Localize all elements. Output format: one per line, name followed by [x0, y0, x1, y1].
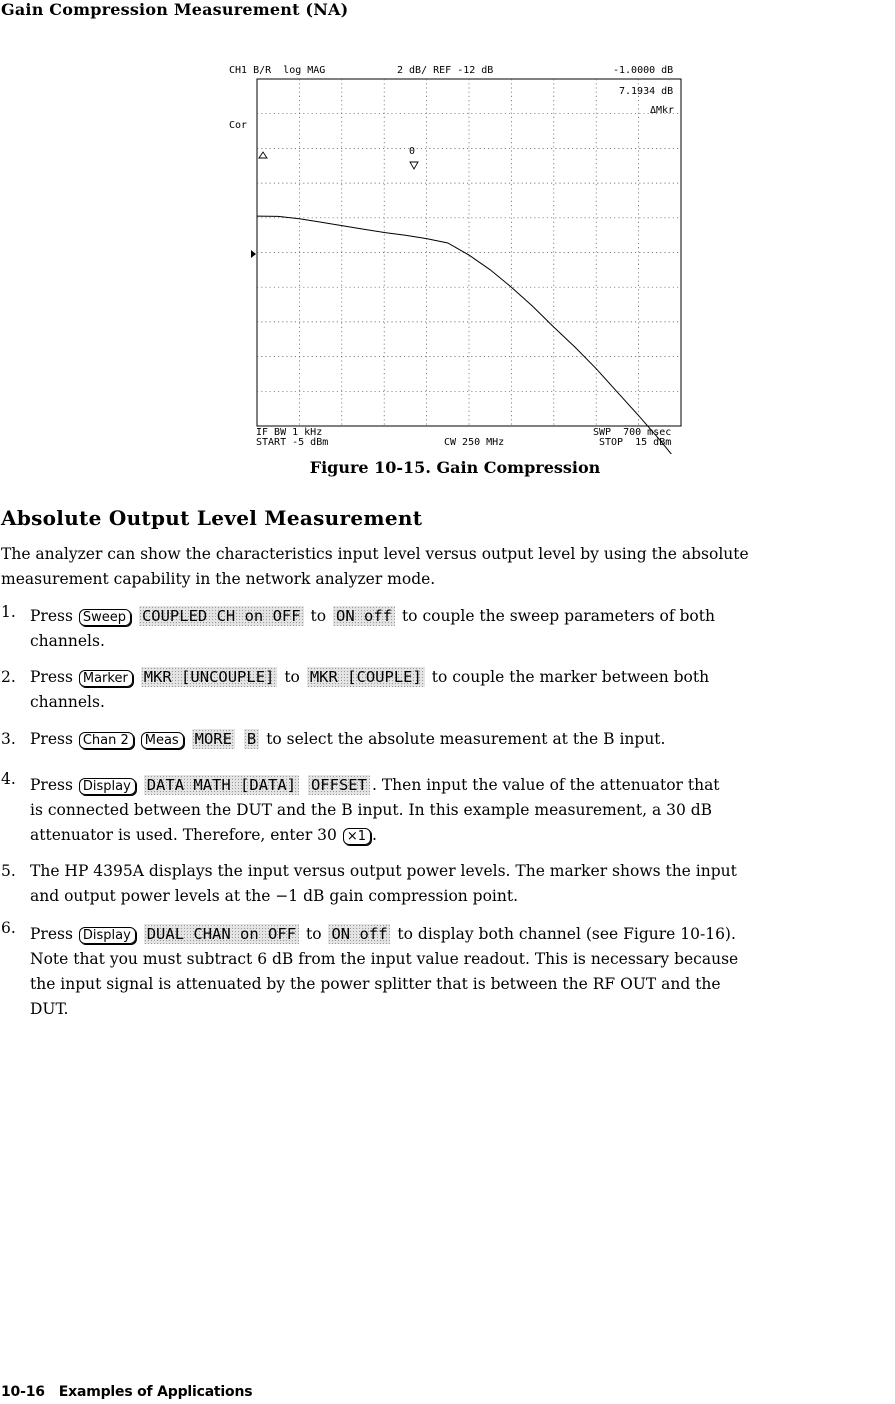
screen-cw: CW 250 MHz: [444, 437, 505, 448]
step-text: to display both channel (see Figure 10-16).: [397, 925, 736, 943]
page-header: Gain Compression Measurement (NA): [1, 0, 349, 19]
step-text: channels.: [30, 632, 105, 650]
section-title: Absolute Output Level Measurement: [1, 506, 423, 530]
screen-marker-delta: 7.1934 dB: [619, 86, 674, 97]
footer-title: Examples of Applications: [58, 1384, 253, 1400]
page-footer: [1, 1384, 266, 1400]
softkey-mkr-uncouple: MKR [UNCOUPLE]: [141, 667, 278, 687]
step-text: channels.: [30, 693, 105, 711]
step-text: .: [372, 826, 377, 844]
ref-position-arrow: [251, 250, 256, 258]
step-text: attenuator is used. Therefore, enter 30: [30, 826, 337, 844]
screen-marker-label: 0: [409, 146, 416, 157]
graticule: [257, 79, 681, 426]
step-text: Press: [30, 607, 73, 625]
step-number: 3.: [1, 730, 16, 748]
softkey-on-off: ON off: [333, 606, 395, 626]
softkey-dual-chan: DUAL CHAN on OFF: [144, 924, 299, 944]
x1-key: ×1: [343, 828, 371, 845]
display-key: Display: [79, 927, 136, 944]
marker-key: Marker: [79, 670, 133, 687]
screen-marker-value: -1.0000 dB: [613, 65, 674, 76]
step-text: the input signal is attenuated by the power splitter that is between the RF OUT and the: [30, 975, 721, 993]
step-text: DUT.: [30, 1000, 69, 1018]
step-number: 5.: [1, 862, 16, 880]
intro-line: The analyzer can show the characteristics input level versus output level by using the absolute: [1, 545, 749, 563]
chan2-key: Chan 2: [79, 732, 134, 749]
step-number: 1.: [1, 603, 16, 621]
step-number: 4.: [1, 770, 16, 788]
start-marker-triangle: [259, 152, 267, 158]
step-text: Press: [30, 776, 73, 794]
analyzer-display: [226, 62, 686, 454]
softkey-mkr-couple: MKR [COUPLE]: [307, 667, 425, 687]
step-text: is connected between the DUT and the B input. In this example measurement, a 30 dB: [30, 801, 713, 819]
screen-scale: 2 dB/ REF -12 dB: [397, 65, 494, 76]
screen-if-bandwidth: IF BW 1 kHz: [256, 427, 323, 438]
screen-start: START -5 dBm: [256, 437, 329, 448]
step-text: to select the absolute measurement at the B input.: [266, 730, 666, 748]
softkey-on-off: ON off: [328, 924, 390, 944]
step-text: to: [305, 925, 322, 943]
screen-stop: STOP 15 dBm: [599, 437, 672, 448]
step-text: . Then input the value of the attenuator that: [371, 776, 720, 794]
step-text: Press: [30, 730, 73, 748]
step-text: to couple the marker between both: [431, 668, 710, 686]
softkey-offset: OFFSET: [308, 775, 370, 795]
figure-caption: Figure 10-15. Gain Compression: [309, 458, 601, 477]
softkey-b: B: [244, 729, 259, 749]
footer-page-number: 10-16: [1, 1384, 45, 1400]
step-text: and output power levels at the −1 dB gain compression point.: [30, 887, 519, 905]
active-marker-triangle: [410, 162, 418, 169]
step-text: The HP 4395A displays the input versus output power levels. The marker shows the input: [30, 862, 737, 880]
step-text: to couple the sweep parameters of both: [401, 607, 715, 625]
step-text: Press: [30, 925, 73, 943]
step-text: to: [310, 607, 327, 625]
screen-sweep-time: SWP 700 msec: [593, 427, 672, 438]
step-number: 2.: [1, 668, 16, 686]
screen-marker-mode: ΔMkr: [650, 105, 675, 116]
step-text: Note that you must subtract 6 dB from the input value readout. This is necessary because: [30, 950, 739, 968]
analyzer-screen-figure: [226, 62, 686, 454]
screen-correction: Cor: [229, 120, 248, 131]
step-number: 6.: [1, 919, 16, 937]
step-text: to: [284, 668, 300, 686]
softkey-coupled-ch: COUPLED CH on OFF: [139, 606, 304, 626]
intro-paragraph: [1, 542, 895, 592]
softkey-data-math: DATA MATH [DATA]: [144, 775, 299, 795]
intro-line: measurement capability in the network analyzer mode.: [1, 570, 436, 588]
step-text: Press: [30, 668, 73, 686]
meas-key: Meas: [141, 732, 184, 749]
sweep-key: Sweep: [79, 609, 131, 626]
display-key: Display: [79, 778, 136, 795]
softkey-more: MORE: [192, 729, 235, 749]
screen-channel-format: CH1 B/R log MAG: [229, 65, 326, 76]
